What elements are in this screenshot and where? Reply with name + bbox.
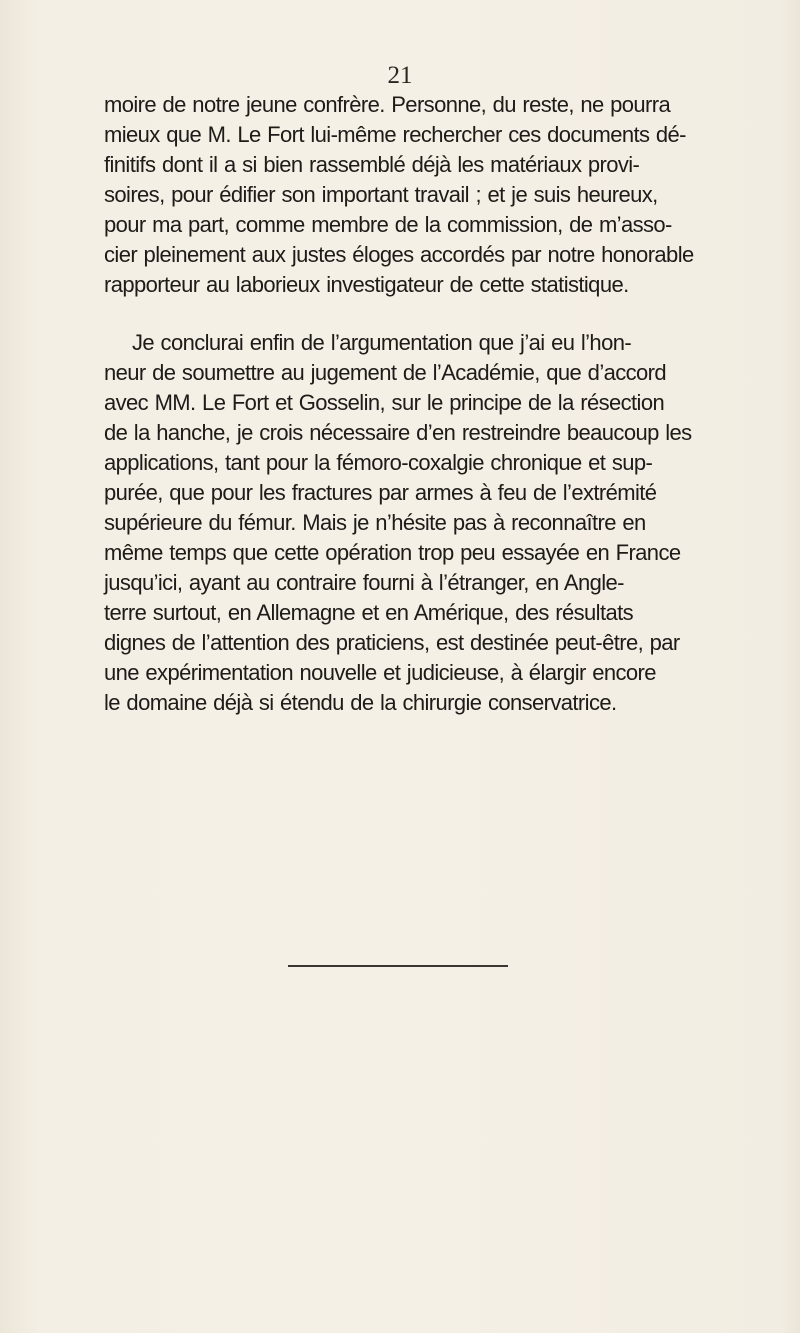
text-line: applications, tant pour la fémoro-coxalgie chronique et sup- bbox=[104, 450, 653, 475]
text-line: pour ma part, comme membre de la commission, de m’asso- bbox=[104, 212, 672, 237]
text-line: terre surtout, en Allemagne et en Amérique, des résultats bbox=[104, 600, 633, 625]
text-line: soires, pour édifier son important travail ; et je suis heureux, bbox=[104, 182, 658, 207]
paragraph-2 bbox=[104, 328, 740, 718]
text-line: purée, que pour les fractures par armes à feu de l’extrémité bbox=[104, 480, 657, 505]
text-line: même temps que cette opération trop peu essayée en France bbox=[104, 540, 681, 565]
text-line: Je conclurai enfin de l’argumentation que j’ai eu l’hon- bbox=[132, 330, 632, 355]
text-line: cier pleinement aux justes éloges accordés par notre honorable bbox=[104, 242, 694, 267]
text-line: une expérimentation nouvelle et judicieuse, à élargir encore bbox=[104, 660, 656, 685]
end-rule-divider bbox=[288, 965, 508, 967]
text-line: dignes de l’attention des praticiens, est destinée peut-être, par bbox=[104, 630, 680, 655]
text-line: avec MM. Le Fort et Gosselin, sur le principe de la résection bbox=[104, 390, 665, 415]
text-line: rapporteur au laborieux investigateur de cette statistique. bbox=[104, 272, 629, 297]
text-line: de la hanche, je crois nécessaire d’en restreindre beaucoup les bbox=[104, 420, 692, 445]
text-line: mieux que M. Le Fort lui-même rechercher ces documents dé- bbox=[104, 122, 686, 147]
body-text bbox=[104, 90, 740, 718]
text-line: supérieure du fémur. Mais je n’hésite pas à reconnaître en bbox=[104, 510, 646, 535]
text-line: jusqu’ici, ayant au contraire fourni à l’étranger, en Angle- bbox=[104, 570, 624, 595]
text-line: le domaine déjà si étendu de la chirurgie conservatrice. bbox=[104, 690, 617, 715]
text-line: moire de notre jeune confrère. Personne, du reste, ne pourra bbox=[104, 92, 671, 117]
paragraph-1 bbox=[104, 90, 740, 300]
text-line: neur de soumettre au jugement de l’Académie, que d’accord bbox=[104, 360, 667, 385]
page-number: 21 bbox=[387, 62, 413, 89]
text-line: finitifs dont il a si bien rassemblé déjà les matériaux provi- bbox=[104, 152, 640, 177]
